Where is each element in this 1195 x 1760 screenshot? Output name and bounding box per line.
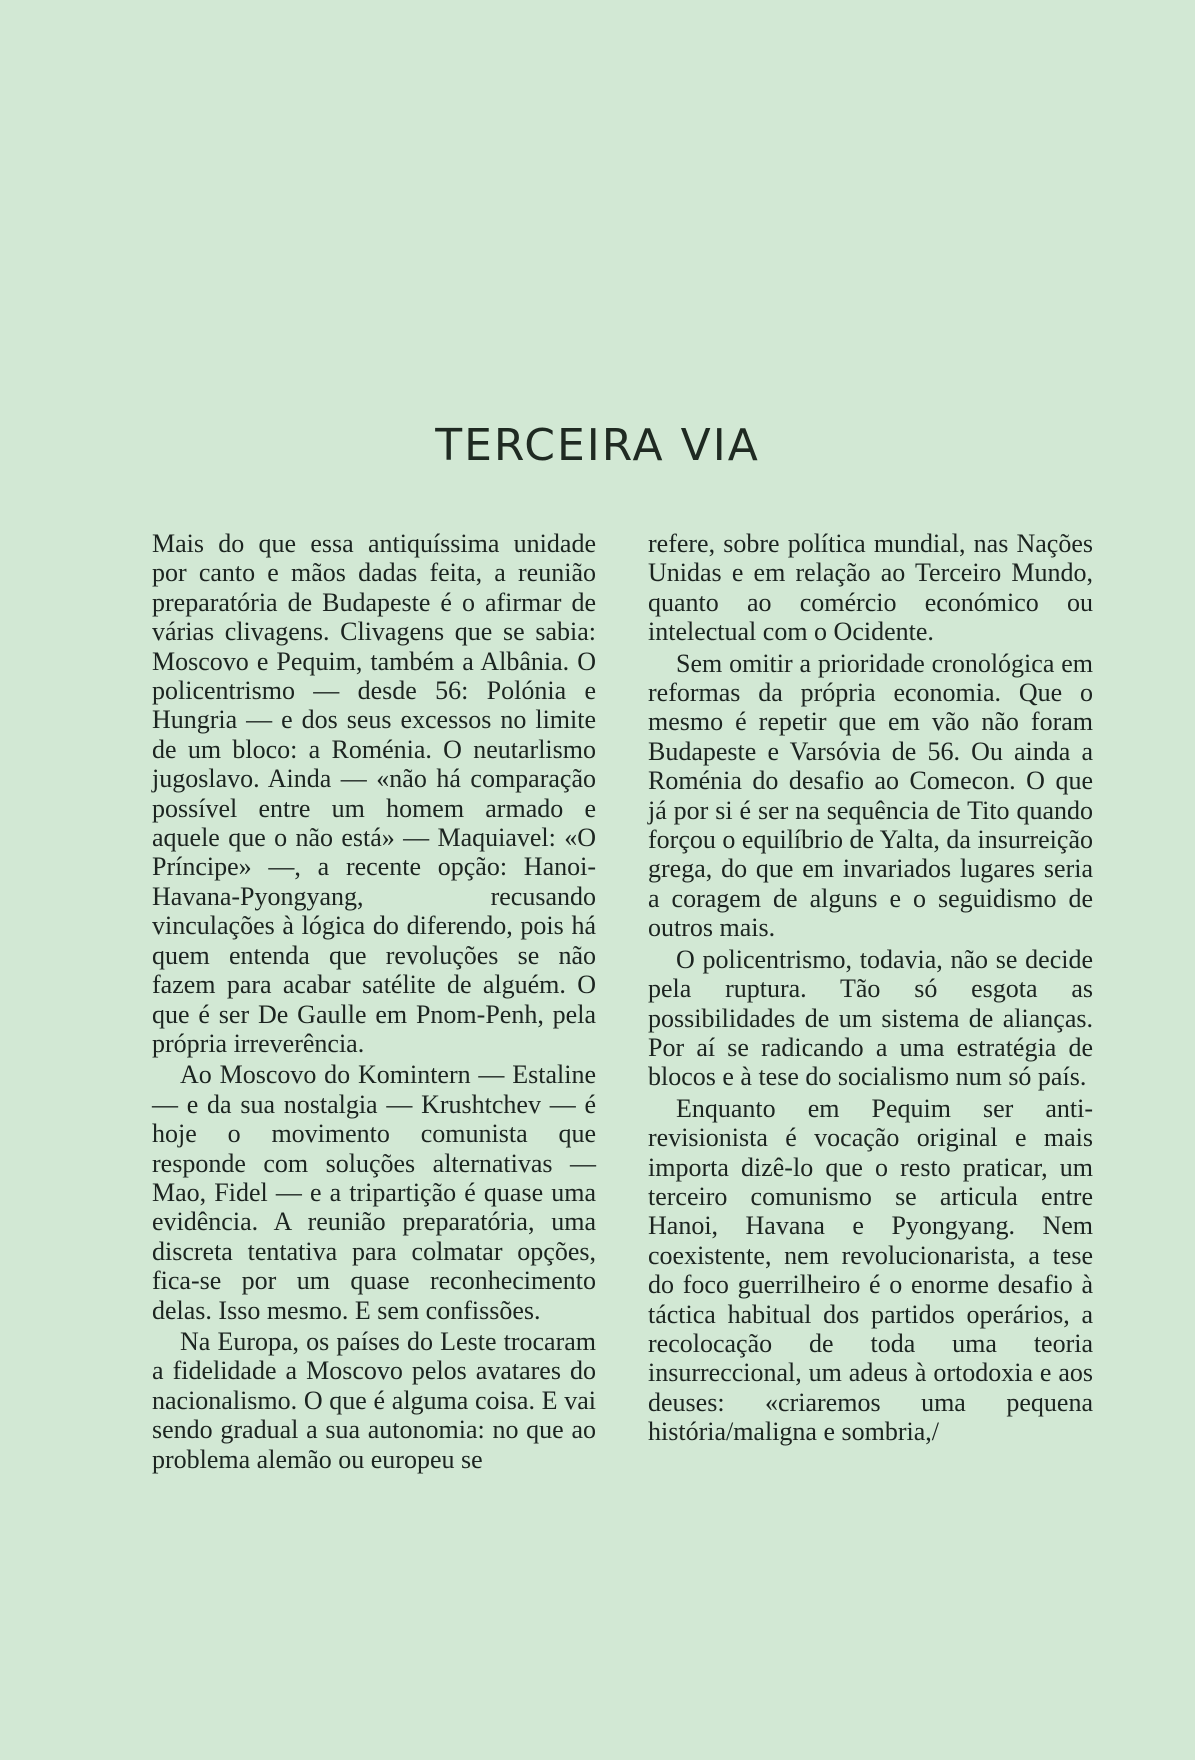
- paragraph: Sem omitir a prioridade cronológica em reformas da própria economia. Que o mesmo é repetir que em vão não foram Budapeste e Varsóvia de 56. Ou ainda a Roménia do desafio ao Comecon. O que já por si é ser na sequência de Tito quando forçou o equilíbrio de Yalta, da insurreição grega, do que em invariados lugares seria a coragem de alguns e o seguidismo de outros mais.: [648, 648, 1093, 943]
- paragraph: Mais do que essa antiquíssima unidade por canto e mãos dadas feita, a reunião preparatória de Budapeste é o afirmar de várias clivagens. Clivagens que se sabia: Moscovo e Pequim, também a Albânia. O policentrismo — desde 56: Polónia e Hungria — e dos seus excessos no limite de um bloco: a Roménia. O neutarlismo jugoslavo. Ainda — «não há comparação possível entre um homem armado e aquele que o não está» — Maquiavel: «O Príncipe» —, a recente opção: Hanoi-Havana-Pyongyang, recusando vinculações à lógica do diferendo, pois há quem entenda que revoluções se não fazem para acabar satélite de alguém. O que é ser De Gaulle em Pnom-Penh, pela própria irreverência.: [152, 529, 596, 1058]
- paragraph: refere, sobre política mundial, nas Nações Unidas e em relação ao Terceiro Mundo, quanto ao comércio económico ou intelectual com o Ocidente.: [648, 529, 1093, 647]
- paragraph: Enquanto em Pequim ser anti-revisionista é vocação original e mais importa dizê-lo que o resto praticar, um terceiro comunismo se articula entre Hanoi, Havana e Pyongyang. Nem coexistente, nem revolucionarista, a tese do foco guerrilheiro é o enorme desafio à táctica habitual dos partidos operários, a recolocação de toda uma teoria insurreccional, um adeus à ortodoxia e aos deuses: «criaremos uma pequena história/maligna e sombria,/: [648, 1093, 1093, 1447]
- article-title: TERCEIRA VIA: [435, 420, 760, 471]
- paragraph: Ao Moscovo do Komintern — Estaline — e da sua nostalgia — Krushtchev — é hoje o movimento comunista que responde com soluções alternativas — Mao, Fidel — e a tripartição é quase uma evidência. A reunião preparatória, uma discreta tentativa para colmatar opções, fica-se por um quase reconhecimento delas. Isso mesmo. E sem confissões.: [152, 1060, 596, 1325]
- right-column: [648, 529, 1093, 1447]
- left-column: [152, 529, 596, 1474]
- paragraph: Na Europa, os países do Leste trocaram a fidelidade a Moscovo pelos avatares do nacionalismo. O que é alguma coisa. E vai sendo gradual a sua autonomia: no que ao problema alemão ou europeu se: [152, 1326, 596, 1474]
- paragraph: O policentrismo, todavia, não se decide pela ruptura. Tão só esgota as possibilidades de um sistema de alianças. Por aí se radicando a uma estratégia de blocos e à tese do socialismo num só país.: [648, 944, 1093, 1092]
